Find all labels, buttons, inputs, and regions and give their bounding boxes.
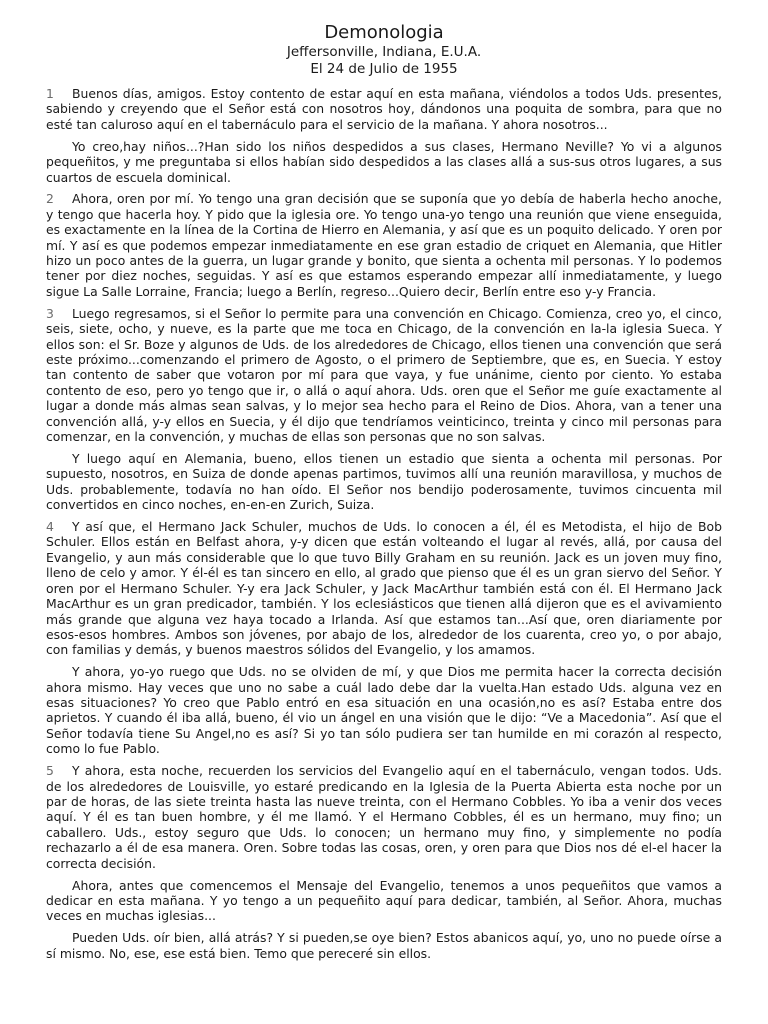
paragraph-text: Y luego aquí en Alemania, bueno, ellos tienen un estadio que sienta a ochenta mil personas. Por supuesto, nosotros, en Suiza de donde apenas partimos, tuvimos allí una reunión maravillosa, y muchos de Uds. probablemente, todavía no han oído. El Señor nos bendijo poderosamente, tuvimos cincuenta mil convertidos en cinco noches, en-en-en Zurich, Suiza.	[46, 450, 722, 513]
paragraph-number: 4	[46, 519, 54, 535]
paragraph-text: Buenos días, amigos. Estoy contento de estar aquí en esta mañana, viéndolos a todos Uds. presentes, sabiendo y creyendo que el Señor está con nosotros hoy, dándonos una poquita de sombra, para que no esté tan caluroso aquí en el tabernáculo para el servicio de la mañana. Y ahora nosotros...	[46, 86, 722, 132]
paragraph-number: 3	[46, 305, 54, 321]
paragraph-text: Ahora, oren por mí. Yo tengo una gran decisión que se suponía que yo debía de haberla hecho anoche, y tengo que hacerla hoy. Y pido que la iglesia ore. Yo tengo una-yo tengo una reunión que viene enseguida, es exactamente en la línea de la Cortina de Hierro en Alemania, y así que es un poquito delicado. Y oren por mí. Y así es que podemos empezar inmediatamente en ese gran estadio de criquet en Alemania, que Hitler hizo un poco antes de la guerra, un lugar grande y bonito, que sienta a ochenta mil personas. Y lo podemos tener por diez noches, seguidas. Y así es que estamos esperando empezar allí inmediatamente, y luego sigue La Salle Lorraine, Francia; luego a Berlín, regreso...Quiero decir, Berlín entre eso y-y Francia.	[46, 191, 722, 299]
paragraph-1	[46, 86, 722, 132]
document-page	[46, 22, 722, 968]
paragraph-4	[46, 519, 722, 658]
paragraph-3b	[46, 451, 722, 513]
paragraph-text: Y así que, el Hermano Jack Schuler, muchos de Uds. lo conocen a él, él es Metodista, el hijo de Bob Schuler. Ellos están en Belfast ahora, y-y dicen que están volteando el lugar al revés, allá, por causa del Evangelio, y aun más considerable que lo que tuvo Billy Graham en su reunión. Jack es un joven muy fino, lleno de celo y amor. Y él-él es tan sincero en ello, al grado que pienso que él es un gran siervo del Señor. Y oren por el Hermano Schuler. Y-y era Jack Schuler, y Jack MacArthur también está con él. El Hermano Jack MacArthur es un gran predicador, también. Y los eclesiásticos que tienen allá dijeron que es el avivamiento más grande que alguna vez haya tocado a Irlanda. Así que estamos tan...Así que, oren diariamente por esos-esos hombres. Ambos son jóvenes, por abajo de los, alrededor de los cuarenta, creo yo, o por abajo, con familias y demás, y buenos maestros sólidos del Evangelio, y los amamos.	[46, 519, 722, 658]
document-header	[46, 22, 722, 78]
paragraph-5c	[46, 930, 722, 961]
paragraph-text: Pueden Uds. oír bien, allá atrás? Y si pueden,se oye bien? Estos abanicos aquí, yo, uno no puede oírse a sí mismo. No, ese, ese está bien. Temo que pereceré sin ellos.	[46, 930, 722, 961]
paragraph-number: 5	[46, 763, 54, 779]
document-date: El 24 de Julio de 1955	[310, 61, 458, 77]
paragraph-text: Yo creo,hay niños...?Han sido los niños despedidos a sus clases, Hermano Neville? Yo vi a algunos pequeñitos, y me preguntaba si ellos habían sido despedidos a las clases allá a sus-sus otros lugares, a sus cuartos de escuela dominical.	[46, 138, 722, 185]
paragraph-5b	[46, 878, 722, 924]
paragraph-text: Ahora, antes que comencemos el Mensaje del Evangelio, tenemos a unos pequeñitos que vamos a dedicar en esta mañana. Y yo tengo a un pequeñito aquí para dedicar, también, al Señor. Ahora, muchas veces en muchas iglesias...	[46, 877, 722, 924]
paragraph-3	[46, 306, 722, 445]
document-location: Jeffersonville, Indiana, E.U.A.	[286, 44, 482, 60]
paragraph-number: 1	[46, 86, 54, 101]
paragraph-text: Y ahora, yo-yo ruego que Uds. no se olviden de mí, y que Dios me permita hacer la correcta decisión ahora mismo. Hay veces que uno no sabe a cuál lado debe dar la vuelta.Han estado Uds. alguna vez en esas situaciones? Yo creo que Pablo entró en esa situación en una ocasión,no es así? Estaba entre dos aprietos. Y cuando él iba allá, bueno, él vio un ángel en una visión que le dijo: “Ve a Macedonia”. Así que el Señor todavía tiene Su Angel,no es así? Si yo tan sólo pudiera ser tan humilde en mi corazón al respecto, como lo fue Pablo.	[46, 664, 722, 757]
document-title: Demonologia	[324, 22, 444, 43]
paragraph-text: Luego regresamos, si el Señor lo permite para una convención en Chicago. Comienza, creo yo, el cinco, seis, siete, ocho, y nueve, es la parte que me toca en Chicago, de la convención en la-la iglesia Sueca. Y ellos son: el Sr. Boze y algunos de Uds. de los alrededores de Chicago, ellos tienen una convención que será este próximo...comenzando el primero de Agosto, o el primero de Septiembre, que es, en Suecia. Y estoy tan contento de saber que votaron por mí para que vaya, y fue unánime, ciento por ciento. Yo estaba contento de eso, pero yo tengo que ir, o allá o aquí ahora. Uds. oren que el Señor me guíe exactamente al lugar a donde más almas sean salvas, y lo mejor sea hecho para el Reino de Dios. Ahora, van a tener una convención allá, y-y ellos en Suecia, y él dijo que tendríamos veinticinco, treinta y cinco mil personas para comenzar, en la convención, y muchas de ellas son personas que no son salvas.	[46, 305, 722, 445]
paragraph-1b	[46, 139, 722, 185]
paragraph-4b	[46, 664, 722, 756]
paragraph-number: 2	[46, 191, 54, 207]
paragraph-text: Y ahora, esta noche, recuerden los servicios del Evangelio aquí en el tabernáculo, vengan todos. Uds. de los alrededores de Louisville, yo estaré predicando en la Iglesia de la Puerta Abierta esta noche por un par de horas, de las siete treinta hasta las nueve treinta, con el Hermano Cobbles. Yo iba a venir dos veces aquí. Y él es tan buen hombre, y él me llamó. Y el Hermano Cobbles, él es un hermano, muy fino; un caballero. Uds., estoy seguro que Uds. lo conocen; un hermano muy fino, y simplemente no podía rechazarlo a él de esa manera. Oren. Sobre todas las cosas, oren, y oren para que Dios nos dé el-el hacer la correcta decisión.	[46, 763, 722, 871]
paragraph-5	[46, 763, 722, 871]
paragraph-2	[46, 191, 722, 299]
